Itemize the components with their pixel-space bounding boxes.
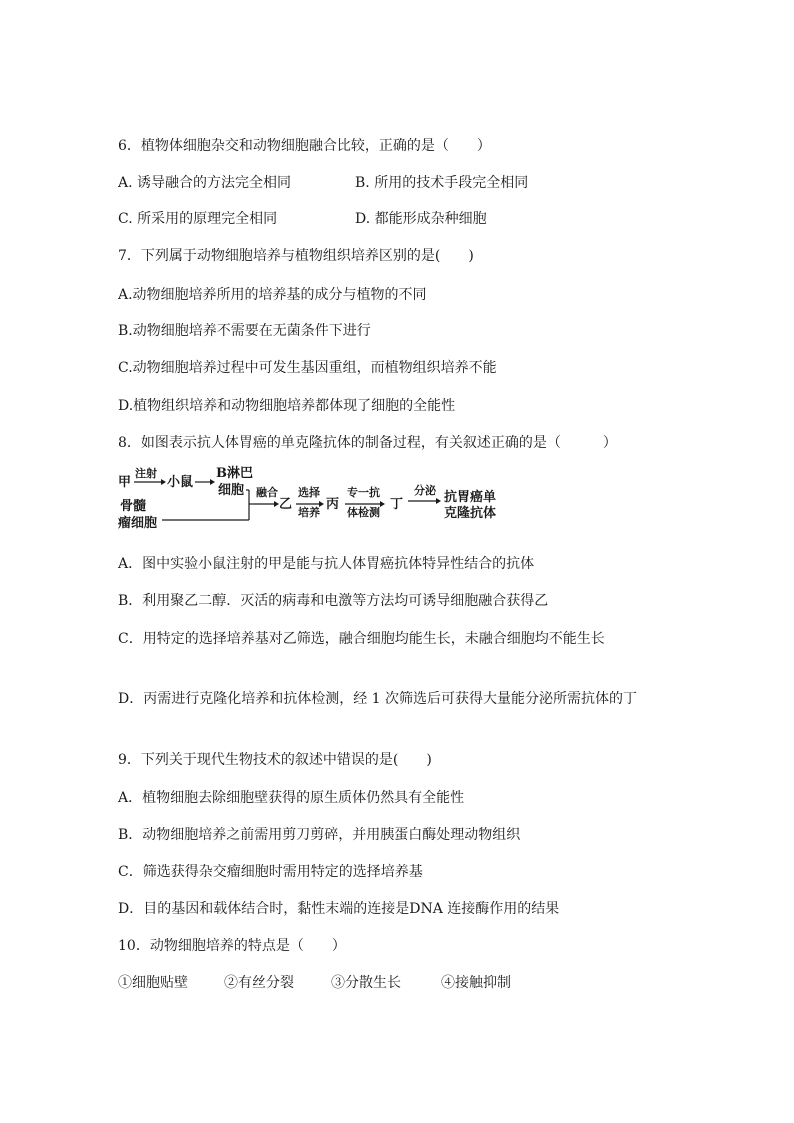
q7-stem: 7．下列属于动物细胞培养与植物组织培养区别的是( )	[118, 248, 474, 264]
q10-item-2: ②有丝分裂	[224, 975, 294, 991]
diagram-yi: 乙	[279, 497, 293, 512]
arrowhead-detect	[380, 501, 385, 507]
diagram-gusui: 骨髓	[120, 499, 147, 514]
q8-option-d: D．丙需进行克隆化培养和抗体检测，经 1 次筛选后可获得大量能分泌所需抗体的丁	[118, 691, 638, 707]
q8-stem: 8．如图表示抗人体胃癌的单克隆抗体的制备过程，有关叙述正确的是（ ）	[118, 435, 617, 451]
q6-option-c: C. 所采用的原理完全相同	[118, 211, 278, 227]
q7-option-d: D.植物组织培养和动物细胞培养都体现了细胞的全能性	[118, 398, 456, 414]
q9-stem: 9．下列关于现代生物技术的叙述中错误的是( )	[118, 752, 432, 768]
q10-item-4: ④接触抑制	[441, 975, 511, 991]
arrowhead-secrete	[436, 498, 441, 504]
arrowhead-inject	[161, 479, 166, 485]
q10-stem: 10．动物细胞培养的特点是（ ）	[118, 938, 346, 954]
arrowhead-mouse	[210, 479, 215, 485]
diagram-zhuanyi-kang: 专一抗	[347, 486, 380, 499]
q6-option-a: A. 诱导融合的方法完全相同	[118, 175, 292, 191]
diagram-jia: 甲	[118, 475, 132, 490]
diagram-ronghe: 融合	[256, 486, 278, 499]
diagram-zhushe: 注射	[135, 467, 157, 480]
diagram-result-2: 克隆抗体	[444, 506, 497, 521]
diagram-xiaoshu: 小鼠	[167, 475, 194, 490]
diagram-b-lymph-2: 细胞	[218, 483, 245, 498]
antibody-preparation-flowchart	[118, 464, 518, 536]
q9-option-c: C．筛选获得杂交瘤细胞时需用特定的选择培养基	[118, 864, 423, 880]
diagram-xuanze: 选择	[298, 486, 320, 499]
q8-option-b: B．利用聚乙二醇．灭活的病毒和电激等方法均可诱导细胞融合获得乙	[118, 593, 549, 609]
q6-stem: 6．植物体细胞杂交和动物细胞融合比较，正确的是（ ）	[118, 138, 491, 154]
q7-option-a: A.动物细胞培养所用的培养基的成分与植物的不同	[118, 287, 427, 303]
q7-option-c: C.动物细胞培养过程中可发生基因重组，而植物组织培养不能	[118, 360, 497, 376]
q7-option-b: B.动物细胞培养不需要在无菌条件下进行	[118, 323, 371, 339]
diagram-ding: 丁	[390, 497, 404, 512]
q6-option-b: B. 所用的技术手段完全相同	[355, 175, 529, 191]
diagram-liuxibao: 瘤细胞	[118, 516, 158, 531]
diagram-peiyang: 培养	[298, 506, 320, 519]
q9-option-d: D．目的基因和载体结合时，黏性末端的连接是DNA 连接酶作用的结果	[118, 901, 560, 917]
q9-option-b: B．动物细胞培养之前需用剪刀剪碎，并用胰蛋白酶处理动物组织	[118, 827, 521, 843]
q10-item-3: ③分散生长	[331, 975, 401, 991]
q9-option-a: A．植物细胞去除细胞壁获得的原生质体仍然具有全能性	[118, 790, 465, 806]
q10-item-1: ①细胞贴壁	[118, 975, 188, 991]
q8-option-c: C．用特定的选择培养基对乙筛选，融合细胞均能生长，未融合细胞均不能生长	[118, 631, 605, 647]
q6-option-d: D. 都能形成杂种细胞	[355, 211, 487, 227]
diagram-result-1: 抗胃癌单	[444, 490, 497, 505]
diagram-tijiance: 体检测	[347, 506, 380, 519]
diagram-b-lymph-1: B淋巴	[216, 466, 253, 481]
diagram-fenmi: 分泌	[414, 484, 436, 497]
q8-option-a: A．图中实验小鼠注射的甲是能与抗人体胃癌抗体特异性结合的抗体	[118, 556, 535, 572]
diagram-bing: 丙	[326, 497, 340, 512]
